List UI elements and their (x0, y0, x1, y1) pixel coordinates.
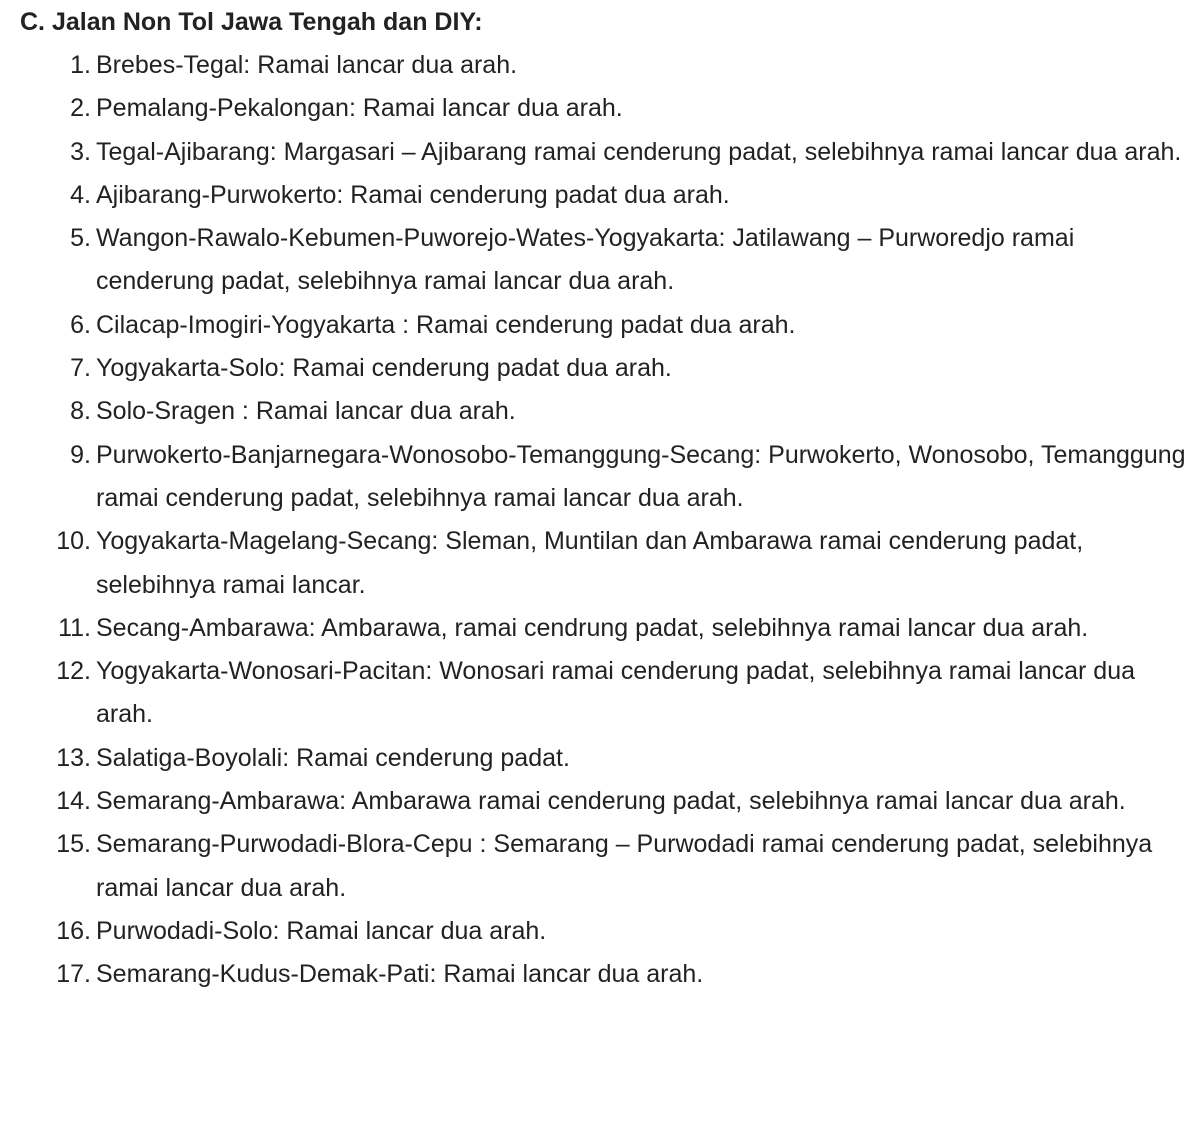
item-text: Pemalang-Pekalongan: Ramai lancar dua arah. (96, 94, 623, 123)
item-text: Purwodadi-Solo: Ramai lancar dua arah. (96, 916, 547, 945)
item-number: 17. (56, 960, 91, 989)
item-text: Ajibarang-Purwokerto: Ramai cenderung padat dua arah. (96, 180, 730, 209)
item-number: 2. (70, 94, 91, 123)
list-item (0, 823, 1200, 910)
list-item (0, 737, 1200, 780)
list-item (0, 953, 1200, 996)
item-text: Solo-Sragen : Ramai lancar dua arah. (96, 397, 516, 426)
item-text: Yogyakarta-Wonosari-Pacitan: Wonosari ramai cenderung padat, selebihnya ramai lancar dua arah. (96, 657, 1136, 729)
list-item (0, 87, 1200, 130)
list-item (0, 520, 1200, 607)
item-text: Wangon-Rawalo-Kebumen-Puworejo-Wates-Yogyakarta: Jatilawang – Purworedjo ramai cenderung padat, selebihnya ramai lancar dua arah. (96, 224, 1075, 296)
item-text: Brebes-Tegal: Ramai lancar dua arah. (96, 51, 518, 79)
road-status-list (0, 44, 1200, 997)
item-text: Semarang-Purwodadi-Blora-Cepu : Semarang – Purwodadi ramai cenderung padat, selebihnya ramai lancar dua arah. (96, 830, 1153, 902)
list-item (0, 390, 1200, 433)
list-item (0, 347, 1200, 390)
item-number: 16. (56, 916, 91, 945)
list-item (0, 131, 1200, 174)
list-item (0, 650, 1200, 737)
item-number: 4. (70, 180, 91, 209)
item-number: 3. (70, 137, 91, 166)
item-number: 14. (56, 787, 91, 816)
item-number: 8. (70, 397, 91, 426)
list-item (0, 910, 1200, 953)
item-number: 10. (56, 527, 91, 556)
list-item (0, 434, 1200, 521)
item-number: 12. (56, 657, 91, 686)
list-item (0, 174, 1200, 217)
item-number: 13. (56, 743, 91, 772)
item-text: Tegal-Ajibarang: Margasari – Ajibarang ramai cenderung padat, selebihnya ramai lancar dua arah. (96, 137, 1182, 166)
section-heading: C. Jalan Non Tol Jawa Tengah dan DIY: (20, 8, 483, 36)
item-text: Secang-Ambarawa: Ambarawa, ramai cendrung padat, selebihnya ramai lancar dua arah. (96, 613, 1089, 642)
item-number: 11. (58, 613, 91, 642)
list-item (0, 44, 1200, 87)
item-text: Yogyakarta-Solo: Ramai cenderung padat dua arah. (96, 354, 672, 383)
list-item (0, 304, 1200, 347)
item-text: Purwokerto-Banjarnegara-Wonosobo-Temanggung-Secang: Purwokerto, Wonosobo, Temanggung ramai cenderung padat, selebihnya ramai lancar dua arah. (96, 440, 1186, 512)
item-text: Yogyakarta-Magelang-Secang: Sleman, Muntilan dan Ambarawa ramai cenderung padat, selebihnya ramai lancar. (96, 527, 1084, 599)
list-item (0, 607, 1200, 650)
list-item (0, 780, 1200, 823)
list-item (0, 217, 1200, 304)
item-text: Semarang-Ambarawa: Ambarawa ramai cenderung padat, selebihnya ramai lancar dua arah. (96, 787, 1126, 816)
item-number: 15. (56, 830, 91, 859)
item-number: 7. (70, 354, 91, 383)
item-text: Cilacap-Imogiri-Yogyakarta : Ramai cenderung padat dua arah. (96, 310, 796, 339)
item-number: 9. (70, 440, 91, 469)
item-number: 6. (70, 310, 91, 339)
item-text: Salatiga-Boyolali: Ramai cenderung padat. (96, 743, 570, 772)
item-number: 5. (70, 224, 91, 253)
item-number: 1. (70, 51, 91, 79)
item-text: Semarang-Kudus-Demak-Pati: Ramai lancar dua arah. (96, 960, 704, 989)
